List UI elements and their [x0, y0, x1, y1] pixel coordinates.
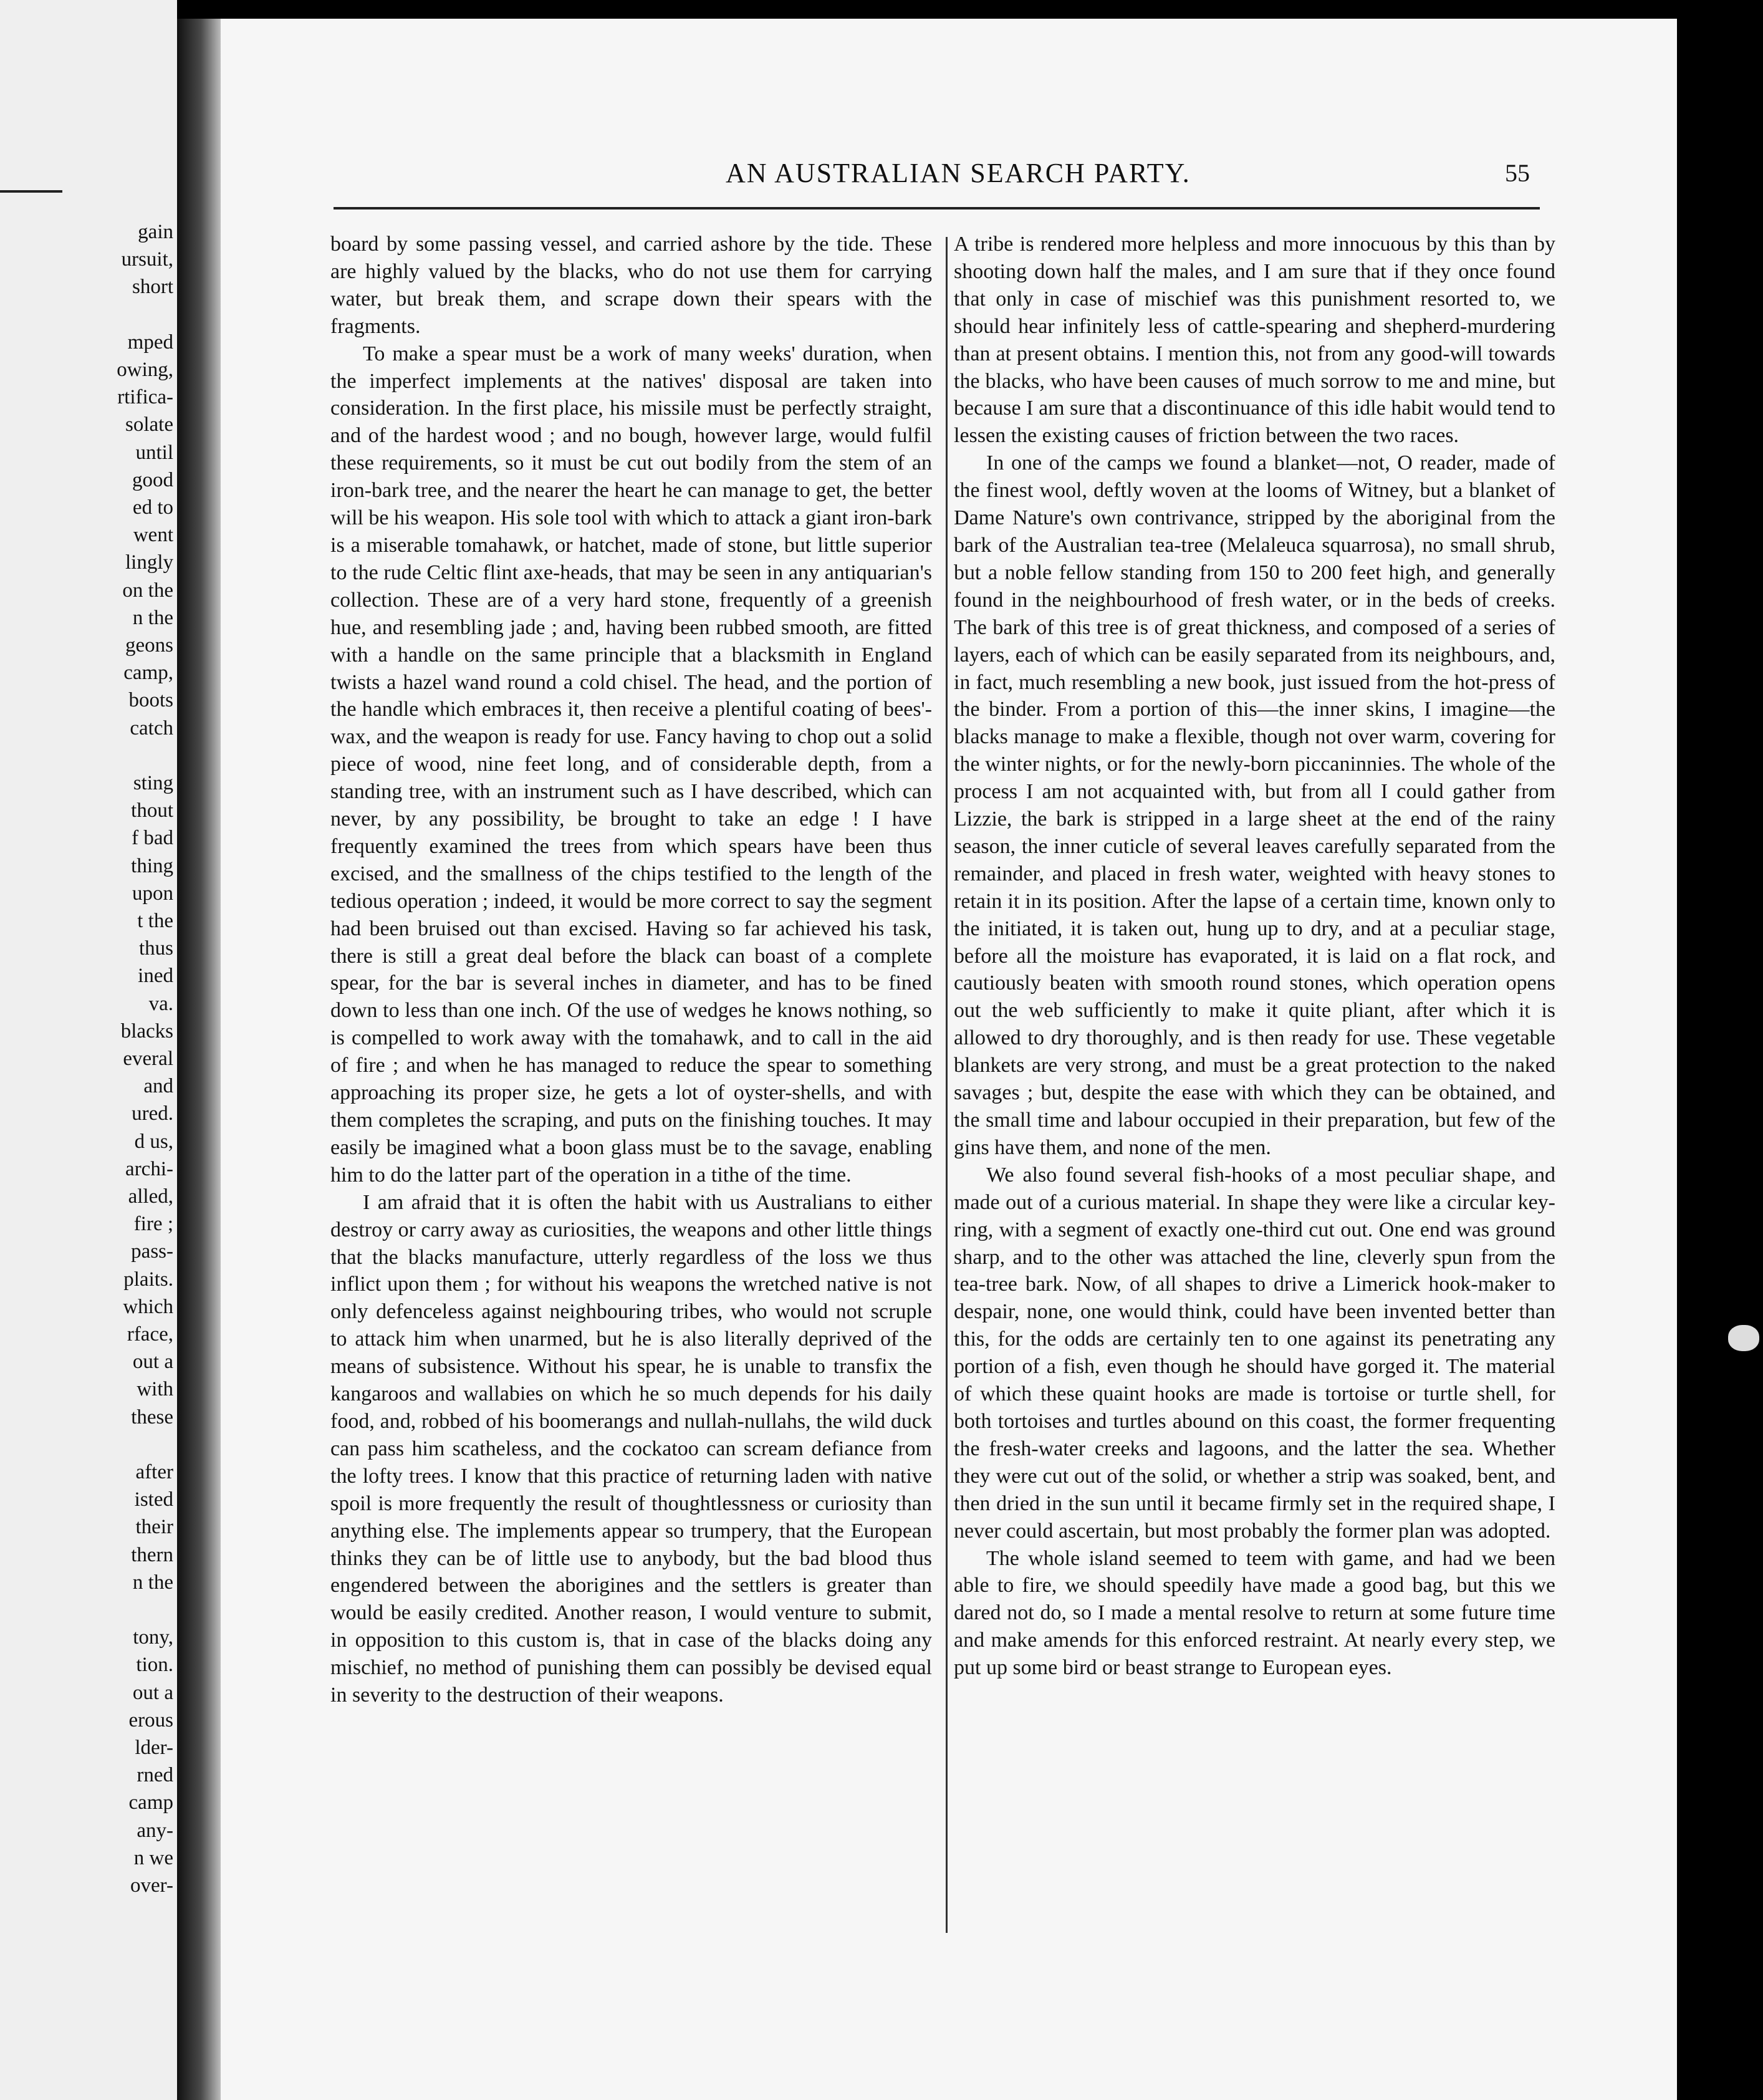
paragraph: board by some passing vessel, and carried ashore by the tide. These are highly valued by the blacks, who do not use them for carrying water, but break them, and scrape down their spears with the fragments. [330, 233, 932, 338]
previous-page-fragment: any- [137, 1819, 173, 1842]
previous-page-fragment: geons [125, 634, 173, 657]
previous-page-fragment: over- [130, 1874, 173, 1897]
previous-page-fragment: camp, [123, 662, 173, 685]
bleed-through-mark [1728, 1325, 1759, 1351]
column-rule [946, 237, 948, 1933]
header-rule [334, 207, 1540, 210]
previous-page-fragment: sting [133, 772, 173, 794]
previous-page-fragment: these [131, 1405, 173, 1428]
previous-page-fragment: ed to [132, 496, 173, 519]
previous-page-fragment: plaits. [123, 1268, 173, 1291]
paragraph: The whole island seemed to teem with game, and had we been able to fire, we should speedily have made a good bag, but this we dared not do, so I made a mental resolve to return at some future time and make amends for this enforced restraint. At nearly every step, we put up some bird or beast strange to European eyes. [954, 1546, 1555, 1680]
previous-page-fragment: upon [132, 882, 173, 905]
previous-page-fragment: and [143, 1075, 173, 1098]
previous-page-fragment: n the [132, 606, 173, 629]
previous-page-fragment: out a [132, 1351, 173, 1374]
previous-page-rule [0, 190, 62, 193]
previous-page-fragment: camp [128, 1791, 173, 1814]
left-column [330, 231, 932, 1709]
paragraph: We also found several fish-hooks of a most peculiar shape, and made out of a curious material. In shape they were like a circular key-ring, with a segment of exactly one-third cut out. One end was ground sharp, and to the other was attached the line, cleverly spun from the tea-tree bark. Now, of all shapes to drive a Limerick hook-maker to despair, none, one would think, could have been invented better than this, for the odds are certainly ten to one against its penetrating any portion of a fish, even though he should have gorged it. The material of which these quaint hooks are made is tortoise or turtle shell, for both tortoises and turtles abound on this coast, the former frequenting the fresh-water creeks and lagoons, and the latter the sea. Whether they were cut out of the solid, or whether a strip was soaked, bent, and then dried in the sun until it became firmly set in the required shape, I never could ascertain, but most probably the former plan was adopted. [954, 1163, 1555, 1543]
previous-page-fragment: until [135, 441, 173, 464]
previous-page-fragment: blacks [120, 1019, 173, 1043]
previous-page-fragment: on the [122, 579, 173, 602]
previous-page-fragment: solate [125, 413, 173, 436]
previous-page-fragment: tony, [133, 1626, 173, 1649]
right-column [954, 231, 1555, 1682]
previous-page-fragment: thout [131, 799, 173, 822]
paragraph: A tribe is rendered more helpless and more innocuous by this than by shooting down half the males, and I am sure that if they once found that only in case of mischief was this punishment resorted to, we should hear infinitely less of cattle-spearing and shepherd-murdering than at present obtains. I mention this, not from any good-will towards the blacks, who have been causes of much sorrow to me and mine, but because I am sure that a discontinuance of this idle habit would tend to lessen the existing causes of friction between the two races. [954, 233, 1555, 448]
page-number: 55 [1505, 159, 1530, 187]
paragraph: To make a spear must be a work of many weeks' duration, when the imperfect implements at the natives' disposal are taken into consideration. In the first place, his missile must be perfectly straight, and of the hardest wood ; and no bough, however large, would fulfil these requirements, so it must be cut out bodily from the stem of an iron-bark tree, and the nearer the heart he can manage to get, the better will be his weapon. His sole tool with which to attack a giant iron-bark is a miserable tomahawk, or hatchet, made of stone, but little superior to the rude Celtic flint axe-heads, that may be seen in any antiquarian's collection. These are of a very hard stone, frequently of a greenish hue, and resembling jade ; and, having been rubbed smooth, are fitted with a handle on the same principle that a blacksmith in England twists a hazel wand round a cold chisel. The head, and the portion of the handle which embraces it, then receive a plentiful coating of bees'-wax, and the weapon is ready for use. Fancy having to chop out a solid piece of wood, nine feet long, and of considerable depth, from a standing tree, with an instrument such as I have described, which can never, by any possibility, be brought to take an edge ! I have frequently examined the trees from which spears have been thus excised, and the smallness of the chips testified to the length of the tedious operation ; indeed, it would be more correct to say the segment had been bruised out than excised. Having so far achieved his task, there is still a great deal before the black can boast of a complete spear, for the bar is several inches in diameter, and has to be fined down to less than one inch. Of the use of wedges he knows nothing, so is compelled to work away with the tomahawk, and to call in the aid of fire ; and when he has managed to reduce the spear to something approaching its proper size, he gets a lot of oyster-shells, and with them completes the scraping, and puts on the finishing touches. It may easily be imagined what a boon glass must be to the savage, enabling him to do the latter part of the operation in a tithe of the time. [330, 342, 933, 1187]
previous-page-fragment: out a [132, 1681, 173, 1704]
previous-page-fragment: n the [132, 1571, 173, 1594]
previous-page-fragment: rface, [127, 1323, 173, 1346]
previous-page-fragment: n we [133, 1846, 173, 1869]
paragraph: In one of the camps we found a blanket—not, O reader, made of the finest wool, deftly woven at the looms of Witney, but a blanket of Dame Nature's own contrivance, stripped by the aboriginal from the bark of the Australian tea-tree (Melaleuca squarrosa), no small shrub, but a noble fellow standing from 150 to 200 feet high, and generally found in the neighbourhood of fresh water, or in the beds of creeks. The bark of this tree is of great thickness, and composed of a series of layers, each of which can be easily separated from its neighbours, and, in fact, much resembling a new book, just issued from the hot-press of the binder. From a portion of this—the inner skins, I imagine—the blacks manage to make a flexible, though not over warm, covering for the winter nights, or for the newly-born piccaninnies. The whole of the process I am not acquainted with, but from all I could gather from Lizzie, the bark is stripped in a large sheet at the end of the rainy season, the inner cuticle of several leaves carefully separated from the remainder, and placed in fresh water, weighted with heavy stones to retain it in its position. After the lapse of a certain time, known only to the initiated, it is taken out, hung up to dry, and at a peculiar stage, before all the moisture has evaporated, it is laid on a flat rock, and cautiously beaten with smooth round stones, which operation opens out the web sufficiently to make it quite pliant, after which it is allowed to dry thoroughly, and is then ready for use. These vegetable blankets are very strong, and must be a great protection to the naked savages ; but, despite the ease with which they can be obtained, and the small time and labour occupied in their preparation, but few of the gins have them, and none of the men. [954, 451, 1555, 1159]
previous-page-fragment: ined [138, 965, 173, 988]
previous-page-fragment: their [135, 1516, 173, 1539]
paragraph: I am afraid that it is often the habit with us Australians to either destroy or carry away as curiosities, the weapons and other little things that the blacks manufacture, utterly regardless of the loss we thus inflict upon them ; for without his weapons the wretched native is not only defenceless against neighbouring tribes, who would not scruple to attack him when unarmed, but he is also literally deprived of the means of subsistence. Without his spear, he is unable to transfix the kangaroos and wallabies on which he so much depends for his daily food, and, robbed of his boomerangs and nullah-nullahs, the wild duck can pass him scatheless, and the cockatoo can scream defiance from the lofty trees. I know that this practice of returning laden with native spoil is more frequently the result of thoughtlessness or curiosity than anything else. The implements appear so trumpery, that the European thinks they can be of little use to anybody, but the bad blood thus engendered between the aborigines and the settlers is greater than would be easily credited. Another reason, I would venture to submit, in opposition to this custom is, that in case of the blacks doing any mischief, no method of punishing them can possibly be devised equal in severity to the destruction of their weapons. [330, 1190, 932, 1707]
previous-page-fragment: f bad [132, 827, 173, 850]
previous-page-fragment: everal [123, 1048, 173, 1070]
previous-page-fragment: d us, [134, 1130, 173, 1153]
previous-page-fragment: rtifica- [117, 386, 173, 409]
previous-page-fragment: ursuit, [121, 248, 173, 271]
running-head: AN AUSTRALIAN SEARCH PARTY. [726, 158, 1191, 188]
previous-page-fragment: ured. [132, 1102, 173, 1125]
previous-page-fragment: t the [137, 910, 173, 932]
previous-page-fragment: went [133, 524, 173, 547]
previous-page-fragment: after [135, 1461, 173, 1483]
previous-page-fragment: lder- [135, 1736, 173, 1759]
previous-page-fragment: va. [148, 992, 173, 1015]
previous-page-fragment: short [132, 276, 173, 299]
previous-page-fragment: good [132, 468, 173, 491]
book-spine-shadow [177, 19, 221, 2100]
previous-page-fragment: with [137, 1378, 173, 1401]
previous-page-fragment: thus [138, 937, 173, 960]
previous-page-fragment: pass- [131, 1240, 173, 1263]
previous-page-fragment: lingly [125, 551, 173, 574]
previous-page-fragment: catch [130, 716, 173, 739]
previous-page-fragment: boots [128, 689, 173, 712]
previous-page-fragment: thing [131, 854, 173, 877]
previous-page-fragment: rned [137, 1764, 173, 1787]
previous-page-fragment: erous [128, 1708, 173, 1732]
previous-page-fragment: alled, [128, 1185, 173, 1208]
previous-page-fragment: isted [134, 1488, 173, 1511]
previous-page-fragment: which [123, 1295, 173, 1318]
previous-page-fragment: mped [127, 330, 173, 354]
previous-page-edge [0, 0, 177, 2100]
previous-page-fragment: archi- [125, 1157, 173, 1180]
previous-page-fragment: thern [131, 1543, 173, 1566]
previous-page-fragment: tion. [136, 1654, 173, 1677]
previous-page-fragment: owing, [117, 359, 173, 381]
previous-page-fragment: gain [138, 221, 173, 243]
previous-page-fragment: fire ; [133, 1213, 173, 1236]
scanner-border [1677, 0, 1763, 2100]
